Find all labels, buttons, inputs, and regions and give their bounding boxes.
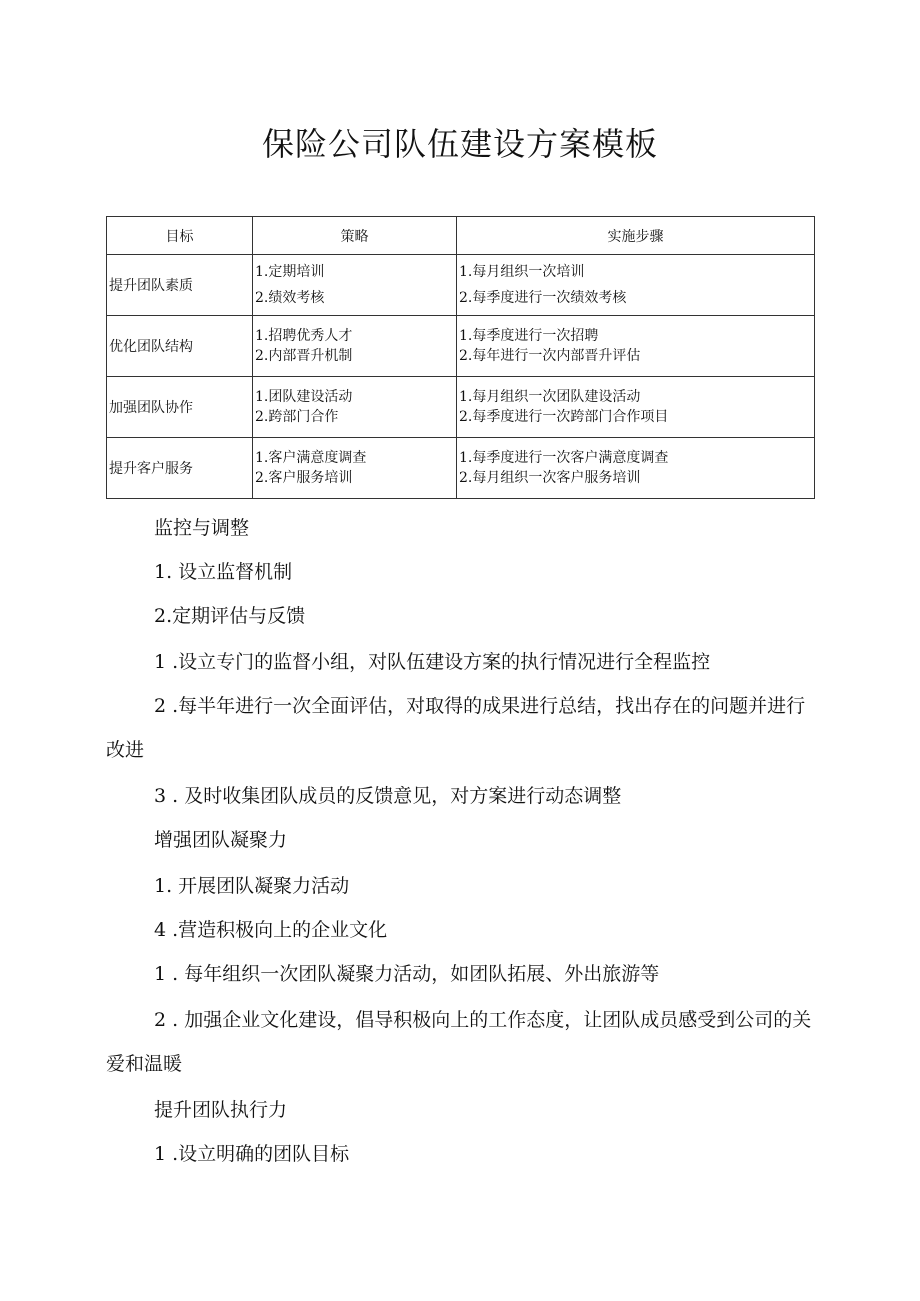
goal-cell: 优化团队结构 [107,316,253,377]
strategy-item: 2.内部晋升机制 [255,348,353,364]
strategy-item: 2.跨部门合作 [255,409,339,425]
step-item: 2.每季度进行一次跨部门合作项目 [459,409,669,425]
steps-cell [457,377,815,438]
strategy-item: 1.定期培训 [255,264,325,280]
step-item: 1.每季度进行一次客户满意度调查 [459,450,669,466]
strategy-item: 2.绩效考核 [255,290,325,306]
strategy-item: 2.客户服务培训 [255,470,353,486]
header-goal: 目标 [107,217,253,255]
step-item: 1.每季度进行一次招聘 [459,328,599,344]
paragraph: 4 .营造积极向上的企业文化 [154,919,388,941]
paragraph: 2 .每半年进行一次全面评估，对取得的成果进行总结，找出存在的问题并进行改进 [106,695,806,761]
step-item: 2.每年进行一次内部晋升评估 [459,348,641,364]
strategy-item: 1.团队建设活动 [255,389,353,405]
table-row [107,438,815,499]
strategy-item: 1.客户满意度调查 [255,450,367,466]
goal-cell: 加强团队协作 [107,377,253,438]
section-heading-execution: 提升团队执行力 [154,1099,288,1121]
table-row [107,377,815,438]
steps-cell [457,255,815,316]
paragraph: 1 .设立专门的监督小组，对队伍建设方案的执行情况进行全程监控 [154,651,711,673]
section-heading-cohesion: 增强团队凝聚力 [154,829,288,851]
steps-cell [457,438,815,499]
strategy-cell [253,316,457,377]
paragraph: 1 .设立明确的团队目标 [154,1143,350,1165]
strategy-cell [253,255,457,316]
section-heading-monitoring: 监控与调整 [154,517,250,539]
paragraph: 2 . 加强企业文化建设，倡导积极向上的工作态度，让团队成员感受到公司的关爱和温暖 [106,1009,812,1075]
goal-cell: 提升团队素质 [107,255,253,316]
strategy-cell [253,377,457,438]
paragraph: 2.定期评估与反馈 [154,605,306,627]
table-row [107,316,815,377]
goal-cell: 提升客户服务 [107,438,253,499]
paragraph: 1. 设立监督机制 [154,561,293,583]
header-steps: 实施步骤 [457,217,815,255]
step-item: 2.每季度进行一次绩效考核 [459,290,627,306]
strategy-cell [253,438,457,499]
step-item: 1.每月组织一次培训 [459,264,585,280]
table-header-row [107,217,815,255]
step-item: 1.每月组织一次团队建设活动 [459,389,641,405]
table-row [107,255,815,316]
paragraph: 1 . 每年组织一次团队凝聚力活动，如团队拓展、外出旅游等 [154,963,660,985]
document-title: 保险公司队伍建设方案模板 [261,125,658,163]
strategy-item: 1.招聘优秀人才 [255,328,353,344]
steps-cell [457,316,815,377]
paragraph: 1. 开展团队凝聚力活动 [154,875,350,897]
plan-table [106,216,815,499]
header-strategy: 策略 [253,217,457,255]
step-item: 2.每月组织一次客户服务培训 [459,470,641,486]
paragraph: 3 . 及时收集团队成员的反馈意见，对方案进行动态调整 [154,785,622,807]
